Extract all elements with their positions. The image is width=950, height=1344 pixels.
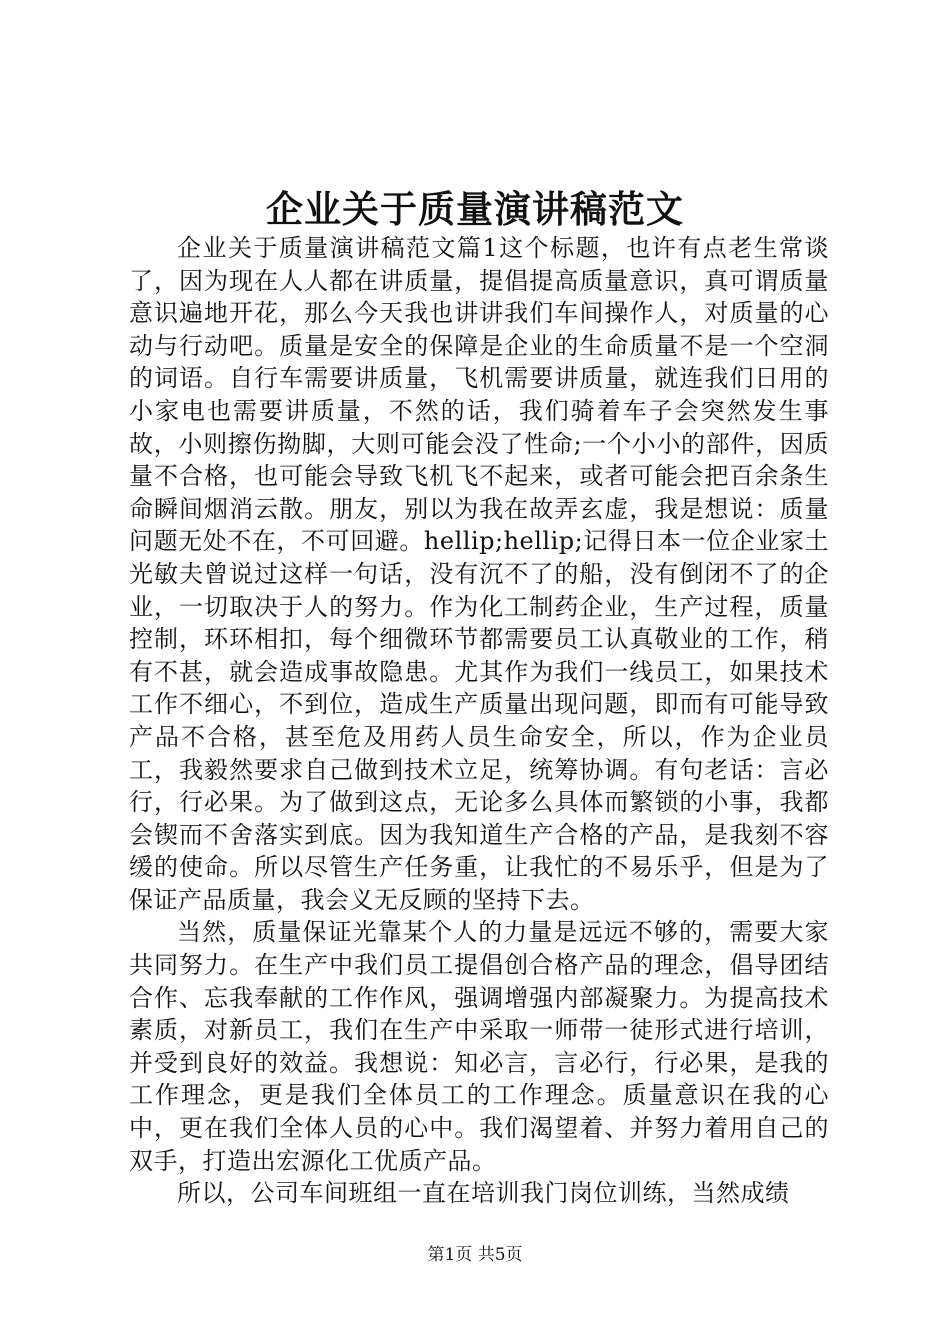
document-title: 企业关于质量演讲稿范文 xyxy=(266,187,684,231)
paragraph-2: 当然，质量保证光靠某个人的力量是远远不够的，需要大家共同努力。在生产中我们员工提倡创合格产品的理念，倡导团结合作、忘我奉献的工作作风，强调增强内部凝聚力。为提高技术素质，对新员工，我们在生产中采取一师带一徒形式进行培训，并受到良好的效益。我想说：知必言，言必行，行必果，是我的工作理念，更是我们全体员工的工作理念。质量意识在我的心中，更在我们全体人员的心中。我们渴望着、并努力着用自己的双手，打造出宏源化工优质产品。 xyxy=(129,918,829,1175)
document-body xyxy=(129,232,829,1210)
paragraph-3: 所以，公司车间班组一直在培训我门岗位训练，当然成绩 xyxy=(177,1179,790,1208)
paragraph-1: 企业关于质量演讲稿范文篇1这个标题，也许有点老生常谈了，因为现在人人都在讲质量，提倡提高质量意识，真可谓质量意识遍地开花，那么今天我也讲讲我们车间操作人，对质量的心动与行动吧。质量是安全的保障是企业的生命质量不是一个空洞的词语。自行车需要讲质量，飞机需要讲质量，就连我们日用的小家电也需要讲质量，不然的话，我们骑着车子会突然发生事故，小则擦伤拗脚，大则可能会没了性命;一个小小的部件，因质量不合格，也可能会导致飞机飞不起来，或者可能会把百余条生命瞬间烟消云散。朋友，别以为我在故弄玄虚，我是想说：质量问题无处不在，不可回避。hellip;hellip;记得日本一位企业家土光敏夫曾说过这样一句话，没有沉不了的船，没有倒闭不了的企业，一切取决于人的努力。作为化工制药企业，生产过程，质量控制，环环相扣，每个细微环节都需要员工认真敬业的工作，稍有不甚，就会造成事故隐患。尤其作为我们一线员工，如果技术工作不细心，不到位，造成生产质量出现问题，即而有可能导致产品不合格，甚至危及用药人员生命安全，所以，作为企业员工，我毅然要求自己做到技术立足，统筹协调。有句老话：言必行，行必果。为了做到这点，无论多么具体而繁锁的小事，我都会锲而不舍落实到底。因为我知道生产合格的产品，是我刻不容缓的使命。所以尽管生产任务重，让我忙的不易乐乎，但是为了保证产品质量，我会义无反顾的坚持下去。 xyxy=(129,234,829,914)
page-number-footer: 第1页 共5页 xyxy=(427,1245,523,1265)
